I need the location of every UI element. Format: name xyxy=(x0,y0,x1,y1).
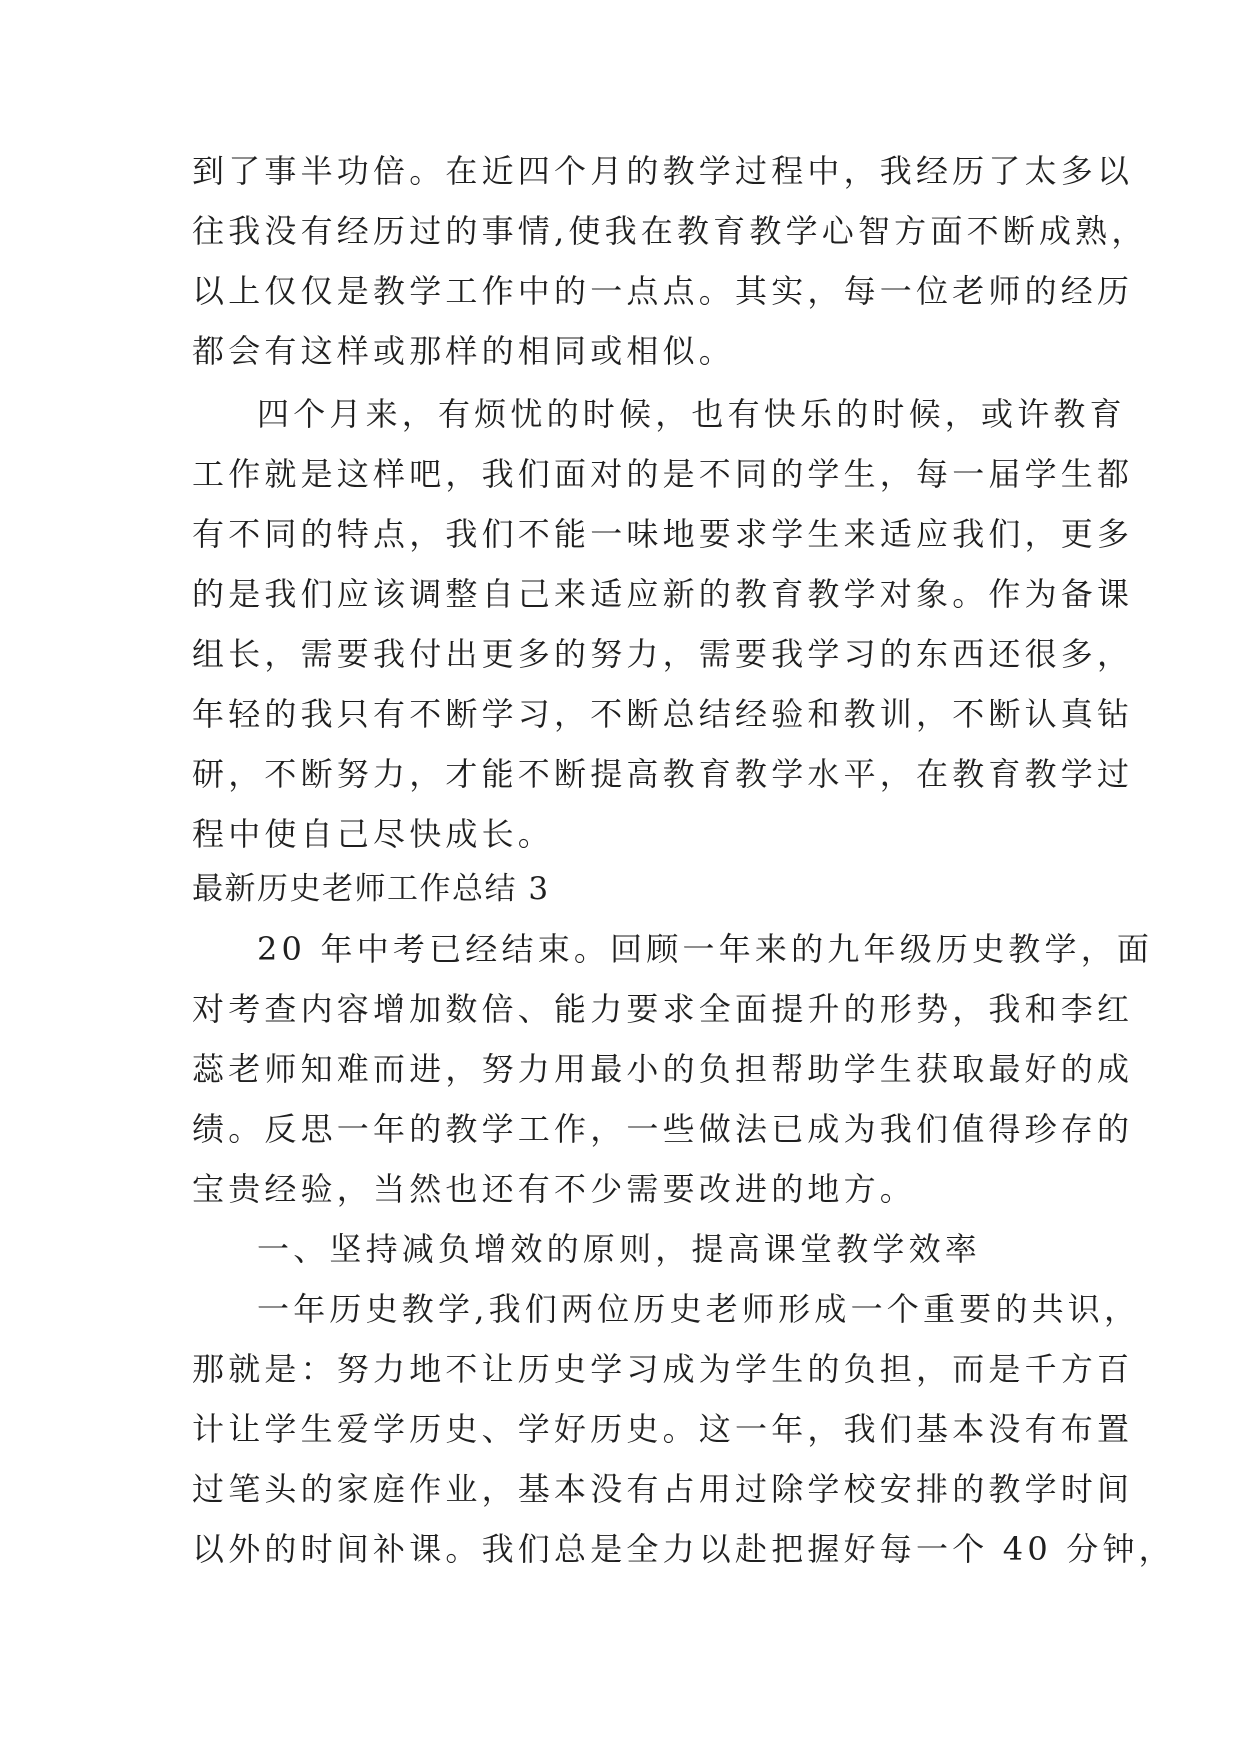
text-line: 往我没有经历过的事情,使我在教育教学心智方面不断成熟， xyxy=(192,212,1148,250)
text-line: 一年历史教学,我们两位历史老师形成一个重要的共识， xyxy=(257,1290,1141,1328)
section-heading: 最新历史老师工作总结 3 xyxy=(192,871,550,907)
text-line: 20 年中考已经结束。回顾一年来的九年级历史教学，面 xyxy=(257,930,1154,968)
text-line: 都会有这样或那样的相同或相似。 xyxy=(192,332,736,370)
text-line: 宝贵经验，当然也还有不少需要改进的地方。 xyxy=(192,1170,917,1208)
text-line: 组长，需要我付出更多的努力，需要我学习的东西还很多， xyxy=(192,635,1134,673)
text-line: 以上仅仅是教学工作中的一点点。其实，每一位老师的经历 xyxy=(192,272,1134,310)
text-line: 计让学生爱学历史、学好历史。这一年，我们基本没有布置 xyxy=(192,1410,1134,1448)
text-line: 有不同的特点，我们不能一味地要求学生来适应我们，更多 xyxy=(192,515,1134,553)
text-line: 工作就是这样吧，我们面对的是不同的学生，每一届学生都 xyxy=(192,455,1134,493)
text-line: 蕊老师知难而进，努力用最小的负担帮助学生获取最好的成 xyxy=(192,1050,1134,1088)
subheading-line: 一、坚持减负增效的原则，提高课堂教学效率 xyxy=(257,1230,982,1268)
text-line: 绩。反思一年的教学工作，一些做法已成为我们值得珍存的 xyxy=(192,1110,1134,1148)
text-line: 到了事半功倍。在近四个月的教学过程中，我经历了太多以 xyxy=(192,152,1134,190)
text-line: 的是我们应该调整自己来适应新的教育教学对象。作为备课 xyxy=(192,575,1134,613)
text-line: 程中使自己尽快成长。 xyxy=(192,815,555,853)
text-line: 以外的时间补课。我们总是全力以赴把握好每一个 40 分钟， xyxy=(192,1530,1175,1568)
text-line: 研，不断努力，才能不断提高教育教学水平，在教育教学过 xyxy=(192,755,1134,793)
text-line: 对考查内容增加数倍、能力要求全面提升的形势，我和李红 xyxy=(192,990,1134,1028)
text-line: 那就是：努力地不让历史学习成为学生的负担，而是千方百 xyxy=(192,1350,1134,1388)
text-line: 四个月来，有烦忧的时候，也有快乐的时候，或许教育 xyxy=(257,395,1126,433)
text-line: 年轻的我只有不断学习，不断总结经验和教训，不断认真钻 xyxy=(192,695,1134,733)
text-line: 过笔头的家庭作业，基本没有占用过除学校安排的教学时间 xyxy=(192,1470,1134,1508)
